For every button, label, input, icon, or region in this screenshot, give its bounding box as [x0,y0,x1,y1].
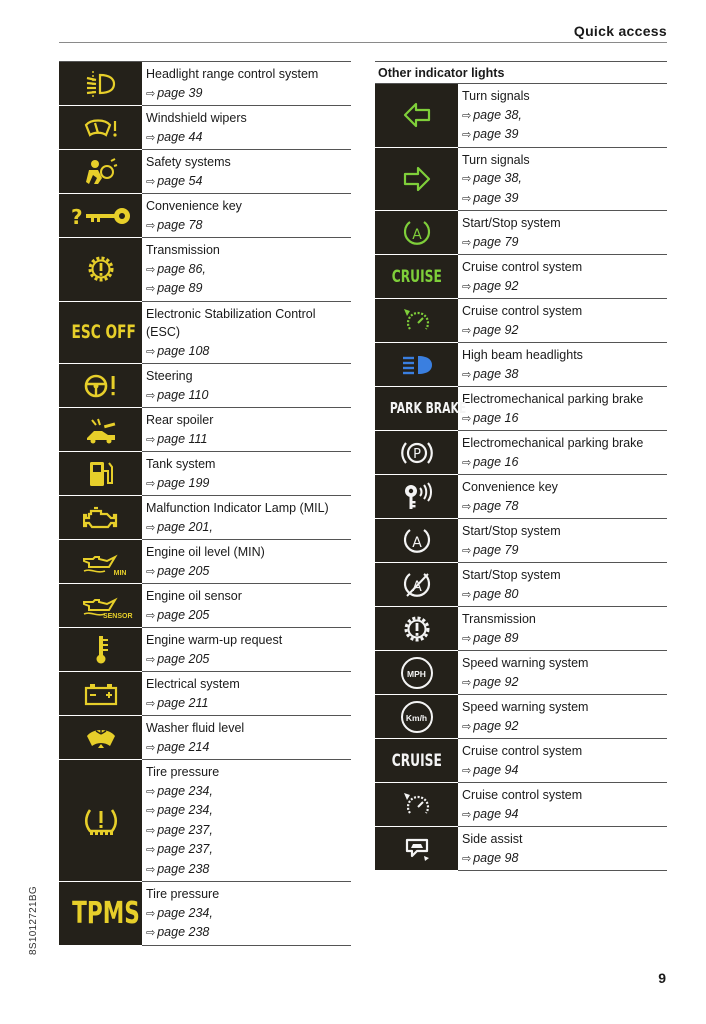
table-row [375,783,667,827]
turn-signal-left-icon [375,84,458,148]
oil-sensor-icon: SENSOR [59,584,142,628]
cruise-white-icon: CRUISE [375,739,458,783]
cruise-green-icon: CRUISE [375,255,458,299]
left-column [59,61,351,946]
page-reference[interactable]: ⇨ page 237, [146,822,213,837]
table-row [375,695,667,739]
entry-title: Transmission [462,612,536,626]
page-reference[interactable]: ⇨ page 38, [462,171,522,185]
convenience-key-missing-icon [59,194,142,238]
page-reference[interactable]: ⇨ page 78 [462,498,519,513]
table-row [375,607,667,651]
reference-arrow-icon: ⇨ [462,500,472,513]
steering-icon [59,364,142,408]
table-row [59,882,351,946]
indicator-table-left [59,61,351,946]
reference-arrow-icon: ⇨ [462,720,472,733]
page-reference[interactable]: ⇨ page 38, [462,107,522,122]
page-reference[interactable]: ⇨ page 234, [146,803,213,817]
reference-arrow-icon: ⇨ [146,175,156,188]
table-row [59,760,351,882]
page-reference[interactable]: ⇨ page 205 [146,607,210,622]
page-reference[interactable]: ⇨ page 205 [146,563,210,578]
reference-arrow-icon: ⇨ [146,131,156,144]
reference-arrow-icon: ⇨ [462,676,472,689]
page-header [59,22,667,43]
table-row [59,62,351,106]
reference-arrow-icon: ⇨ [146,87,156,100]
page-reference[interactable]: ⇨ page 92 [462,322,519,337]
table-row [59,238,351,302]
entry-title: Electromechanical parking brake [462,436,644,450]
entry-title: Electrical system [146,677,240,691]
high-beam-icon [375,343,458,387]
reference-arrow-icon: ⇨ [146,844,156,856]
page-title: Quick access [573,23,667,39]
page-reference[interactable]: ⇨ page 205 [146,651,210,666]
table-row [59,364,351,408]
reference-arrow-icon: ⇨ [146,805,156,817]
entry-title: Engine oil level (MIN) [146,545,265,559]
page-reference[interactable]: ⇨ page 98 [462,850,519,865]
battery-icon [59,672,142,716]
reference-arrow-icon: ⇨ [462,129,472,141]
reference-arrow-icon: ⇨ [146,283,156,295]
page-reference[interactable]: ⇨ page 234, [146,905,213,920]
reference-arrow-icon: ⇨ [462,280,472,293]
entry-title: Turn signals [462,89,530,103]
table-row [375,211,667,255]
page-reference[interactable]: ⇨ page 54 [146,173,203,188]
entry-title: Electromechanical parking brake [462,392,644,406]
table-row [59,672,351,716]
entry-title: Side assist [462,832,523,846]
washer-fluid-icon [59,716,142,760]
entry-title: High beam headlights [462,348,583,362]
entry-title: Start/Stop system [462,568,561,582]
transmission-gear-icon [59,238,142,302]
entry-title: Turn signals [462,152,530,167]
page-reference[interactable]: ⇨ page 39 [462,127,519,141]
page-reference[interactable]: ⇨ page 92 [462,674,519,689]
page-reference[interactable]: ⇨ page 16 [462,454,519,469]
convenience-key-signal-icon [375,475,458,519]
page-reference[interactable]: ⇨ page 94 [462,762,519,777]
table-row [59,716,351,760]
reference-arrow-icon: ⇨ [146,609,156,622]
page-reference[interactable]: ⇨ page 214 [146,739,210,754]
section-heading: Other indicator lights [375,61,667,83]
transmission-white-icon [375,607,458,651]
table-row [59,628,351,672]
table-row [375,519,667,563]
page-reference[interactable]: ⇨ page 199 [146,475,210,490]
page-reference[interactable]: ⇨ page 238 [146,925,210,939]
indicator-table-right [375,83,667,871]
windshield-wipers-icon [59,106,142,150]
table-row [59,452,351,496]
page-reference[interactable]: ⇨ page 39 [462,190,519,205]
page-reference[interactable]: ⇨ page 201, [146,519,213,534]
entry-title: Speed warning system [462,656,589,670]
reference-arrow-icon: ⇨ [146,521,156,534]
entry-title: Start/Stop system [462,524,561,538]
page-reference[interactable]: ⇨ page 237, [146,842,213,856]
page-reference[interactable]: ⇨ page 108 [146,343,210,358]
page-reference[interactable]: ⇨ page 39 [146,85,203,100]
entry-title: Tire pressure [146,887,220,901]
table-row [375,563,667,607]
tpms-icon: TPMS [59,882,142,946]
page-reference[interactable]: ⇨ page 89 [146,281,203,295]
table-row [375,299,667,343]
engine-mil-icon [59,496,142,540]
reference-arrow-icon: ⇨ [462,544,472,557]
speed-warning-mph-icon: MPH [375,651,458,695]
reference-arrow-icon: ⇨ [462,808,472,821]
table-row [59,106,351,150]
reference-arrow-icon: ⇨ [462,368,472,381]
reference-arrow-icon: ⇨ [146,927,156,939]
headlight-range-icon [59,62,142,106]
start-stop-green-icon [375,211,458,255]
reference-arrow-icon: ⇨ [146,785,156,798]
page-reference[interactable]: ⇨ page 92 [462,278,519,293]
page-number: 9 [658,970,666,986]
svg-text:A: A [411,534,422,551]
park-brake-icon: PARK BRAKE [375,387,458,431]
table-row [59,408,351,452]
speed-warning-kmh-icon: Km/h [375,695,458,739]
safety-systems-icon [59,150,142,194]
coolant-temperature-icon [59,628,142,672]
reference-arrow-icon: ⇨ [462,109,472,122]
reference-arrow-icon: ⇨ [146,433,156,446]
reference-arrow-icon: ⇨ [462,192,472,205]
entry-title: Transmission [146,243,220,257]
page-reference[interactable]: ⇨ page 92 [462,718,519,733]
reference-arrow-icon: ⇨ [462,632,472,645]
page-reference[interactable]: ⇨ page 16 [462,410,519,425]
cruise-speedometer-white-icon [375,783,458,827]
fuel-tank-icon [59,452,142,496]
oil-level-min-icon: MIN [59,540,142,584]
reference-arrow-icon: ⇨ [146,741,156,754]
reference-arrow-icon: ⇨ [462,324,472,337]
reference-arrow-icon: ⇨ [146,345,156,358]
table-row [375,343,667,387]
reference-arrow-icon: ⇨ [462,852,472,865]
page-reference[interactable]: ⇨ page 78 [146,217,203,232]
reference-arrow-icon: ⇨ [462,456,472,469]
reference-arrow-icon: ⇨ [146,219,156,232]
entry-title: Cruise control system [462,304,583,318]
entry-title: Speed warning system [462,700,589,714]
table-row [59,301,351,364]
reference-arrow-icon: ⇨ [462,236,472,249]
reference-arrow-icon: ⇨ [146,263,156,276]
page-reference[interactable]: ⇨ page 211 [146,695,209,710]
entry-title: Rear spoiler [146,413,214,427]
table-row [59,584,351,628]
entry-title: Convenience key [462,480,558,494]
reference-arrow-icon: ⇨ [462,764,472,777]
reference-arrow-icon: ⇨ [462,412,472,425]
table-row [375,147,667,211]
page-reference[interactable]: ⇨ page 79 [462,234,519,249]
start-stop-white-icon [375,519,458,563]
svg-text:A: A [411,578,422,595]
page-reference[interactable]: ⇨ page 79 [462,542,519,557]
page-reference[interactable]: ⇨ page 234, [146,783,213,798]
reference-arrow-icon: ⇨ [462,588,472,601]
svg-text:?: ? [70,204,83,228]
table-row [59,540,351,584]
entry-title: Cruise control system [462,744,583,758]
entry-title: Tank system [146,457,216,471]
svg-text:A: A [411,226,422,243]
entry-title: Steering [146,369,193,383]
reference-arrow-icon: ⇨ [146,863,156,876]
page-reference[interactable]: ⇨ page 86, [146,261,206,276]
page-reference[interactable]: ⇨ page 110 [146,387,209,402]
page-reference[interactable]: ⇨ page 38 [462,366,519,381]
table-row [59,194,351,238]
reference-arrow-icon: ⇨ [146,477,156,490]
table-row [375,827,667,871]
entry-title: Windshield wipers [146,111,247,125]
right-column [375,61,667,871]
table-row [375,475,667,519]
cruise-speedometer-green-icon [375,299,458,343]
entry-title: Cruise control system [462,788,583,802]
rear-spoiler-icon [59,408,142,452]
entry-title: Washer fluid level [146,721,245,735]
entry-title: Start/Stop system [462,216,561,230]
page-reference[interactable]: ⇨ page 94 [462,806,519,821]
entry-title: Electronic Stabilization Control (ESC) [146,306,316,339]
entry-title: Convenience key [146,199,242,213]
table-row [375,255,667,299]
page-reference[interactable]: ⇨ page 80 [462,586,519,601]
parking-brake-p-icon [375,431,458,475]
tire-pressure-icon [59,760,142,882]
entry-title: Headlight range control system [146,67,319,81]
reference-arrow-icon: ⇨ [146,824,156,837]
entry-title: Engine oil sensor [146,589,242,603]
table-row [59,496,351,540]
entry-title: Malfunction Indicator Lamp (MIL) [146,501,329,515]
table-row [375,431,667,475]
reference-arrow-icon: ⇨ [146,697,156,710]
document-code: 8S1012721BG [28,886,39,955]
page-reference[interactable]: ⇨ page 89 [462,630,519,645]
page-reference[interactable]: ⇨ page 44 [146,129,203,144]
table-row [375,739,667,783]
reference-arrow-icon: ⇨ [146,565,156,578]
entry-title: Cruise control system [462,260,583,274]
table-row [375,651,667,695]
reference-arrow-icon: ⇨ [462,173,472,185]
side-assist-icon [375,827,458,871]
svg-text:P: P [412,446,421,462]
table-row [59,150,351,194]
entry-title: Safety systems [146,155,231,169]
page-reference[interactable]: ⇨ page 111 [146,431,208,446]
start-stop-off-icon [375,563,458,607]
entry-title: Tire pressure [146,765,220,779]
reference-arrow-icon: ⇨ [146,653,156,666]
esc-off-icon: ESC OFF [59,301,142,364]
page-reference[interactable]: ⇨ page 238 [146,861,210,876]
table-row [375,84,667,148]
turn-signal-right-icon [375,147,458,211]
reference-arrow-icon: ⇨ [146,907,156,920]
table-row [375,387,667,431]
entry-title: Engine warm-up request [146,633,283,647]
reference-arrow-icon: ⇨ [146,389,156,402]
